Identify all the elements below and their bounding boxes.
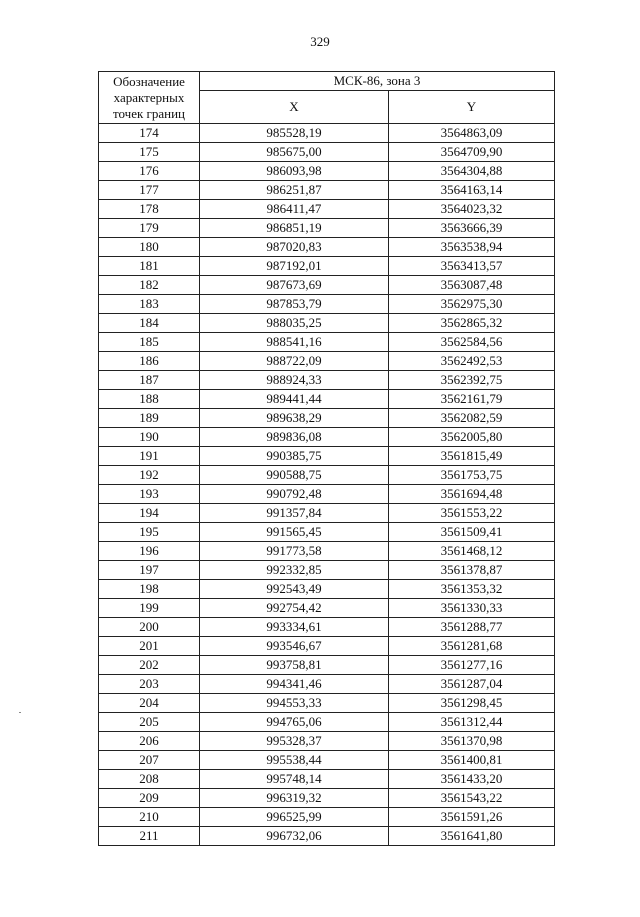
table-row [99, 124, 555, 143]
y-coordinate-cell: 3561353,32 [389, 580, 555, 599]
table-header [99, 72, 555, 124]
point-number-cell: 182 [99, 276, 200, 295]
x-coordinate-cell: 985675,00 [200, 143, 389, 162]
table-row [99, 371, 555, 390]
point-number-cell: 191 [99, 447, 200, 466]
y-coordinate-cell: 3561287,04 [389, 675, 555, 694]
y-coordinate-cell: 3561330,33 [389, 599, 555, 618]
x-coordinate-cell: 995328,37 [200, 732, 389, 751]
table-row [99, 694, 555, 713]
y-coordinate-cell: 3562161,79 [389, 390, 555, 409]
x-coordinate-cell: 994765,06 [200, 713, 389, 732]
y-coordinate-cell: 3563413,57 [389, 257, 555, 276]
x-coordinate-cell: 992543,49 [200, 580, 389, 599]
y-coordinate-cell: 3561468,12 [389, 542, 555, 561]
table-row [99, 618, 555, 637]
header-y: Y [389, 91, 555, 124]
table-row [99, 637, 555, 656]
x-coordinate-cell: 988924,33 [200, 371, 389, 390]
point-number-cell: 209 [99, 789, 200, 808]
point-number-cell: 188 [99, 390, 200, 409]
y-coordinate-cell: 3562865,32 [389, 314, 555, 333]
y-coordinate-cell: 3562975,30 [389, 295, 555, 314]
x-coordinate-cell: 992332,85 [200, 561, 389, 580]
x-coordinate-cell: 986411,47 [200, 200, 389, 219]
y-coordinate-cell: 3561694,48 [389, 485, 555, 504]
y-coordinate-cell: 3561288,77 [389, 618, 555, 637]
x-coordinate-cell: 986851,19 [200, 219, 389, 238]
y-coordinate-cell: 3563666,39 [389, 219, 555, 238]
point-number-cell: 183 [99, 295, 200, 314]
table-row [99, 656, 555, 675]
table-row [99, 770, 555, 789]
header-coordinate-system: МСК-86, зона 3 [200, 72, 555, 91]
point-number-cell: 179 [99, 219, 200, 238]
table-row [99, 466, 555, 485]
y-coordinate-cell: 3564163,14 [389, 181, 555, 200]
x-coordinate-cell: 990385,75 [200, 447, 389, 466]
point-number-cell: 208 [99, 770, 200, 789]
table-row [99, 238, 555, 257]
table-row [99, 675, 555, 694]
y-coordinate-cell: 3561312,44 [389, 713, 555, 732]
y-coordinate-cell: 3561641,80 [389, 827, 555, 846]
table-row [99, 409, 555, 428]
x-coordinate-cell: 989836,08 [200, 428, 389, 447]
point-number-cell: 189 [99, 409, 200, 428]
scan-speck [19, 712, 21, 713]
y-coordinate-cell: 3562584,56 [389, 333, 555, 352]
x-coordinate-cell: 987853,79 [200, 295, 389, 314]
x-coordinate-cell: 986251,87 [200, 181, 389, 200]
y-coordinate-cell: 3564023,32 [389, 200, 555, 219]
x-coordinate-cell: 992754,42 [200, 599, 389, 618]
point-number-cell: 205 [99, 713, 200, 732]
x-coordinate-cell: 990588,75 [200, 466, 389, 485]
table-row [99, 523, 555, 542]
table-row [99, 276, 555, 295]
table-row [99, 295, 555, 314]
x-coordinate-cell: 991565,45 [200, 523, 389, 542]
table-row [99, 314, 555, 333]
point-number-cell: 210 [99, 808, 200, 827]
point-number-cell: 180 [99, 238, 200, 257]
y-coordinate-cell: 3562492,53 [389, 352, 555, 371]
x-coordinate-cell: 990792,48 [200, 485, 389, 504]
point-number-cell: 199 [99, 599, 200, 618]
point-number-cell: 201 [99, 637, 200, 656]
table-row [99, 542, 555, 561]
table-row [99, 219, 555, 238]
x-coordinate-cell: 993758,81 [200, 656, 389, 675]
table-row [99, 352, 555, 371]
point-number-cell: 197 [99, 561, 200, 580]
point-number-cell: 174 [99, 124, 200, 143]
page-number: 329 [310, 34, 330, 49]
y-coordinate-cell: 3561433,20 [389, 770, 555, 789]
x-coordinate-cell: 995538,44 [200, 751, 389, 770]
x-coordinate-cell: 991357,84 [200, 504, 389, 523]
point-number-cell: 193 [99, 485, 200, 504]
point-number-cell: 181 [99, 257, 200, 276]
y-coordinate-cell: 3562005,80 [389, 428, 555, 447]
table-row [99, 732, 555, 751]
point-number-cell: 211 [99, 827, 200, 846]
point-number-cell: 177 [99, 181, 200, 200]
y-coordinate-cell: 3561543,22 [389, 789, 555, 808]
x-coordinate-cell: 996525,99 [200, 808, 389, 827]
table-row [99, 200, 555, 219]
point-number-cell: 190 [99, 428, 200, 447]
x-coordinate-cell: 994553,33 [200, 694, 389, 713]
table-row [99, 162, 555, 181]
y-coordinate-cell: 3564709,90 [389, 143, 555, 162]
coordinates-table [98, 71, 555, 846]
point-number-cell: 202 [99, 656, 200, 675]
table-row [99, 504, 555, 523]
y-coordinate-cell: 3561509,41 [389, 523, 555, 542]
table-row [99, 447, 555, 466]
table-row [99, 143, 555, 162]
point-number-cell: 198 [99, 580, 200, 599]
point-number-cell: 192 [99, 466, 200, 485]
x-coordinate-cell: 988722,09 [200, 352, 389, 371]
y-coordinate-cell: 3561753,75 [389, 466, 555, 485]
point-number-cell: 194 [99, 504, 200, 523]
x-coordinate-cell: 987673,69 [200, 276, 389, 295]
header-point-designation: Обозначение характерных точек границ [99, 72, 200, 124]
y-coordinate-cell: 3562392,75 [389, 371, 555, 390]
x-coordinate-cell: 987020,83 [200, 238, 389, 257]
table-body [99, 124, 555, 846]
table-row [99, 789, 555, 808]
table-row [99, 333, 555, 352]
point-number-cell: 204 [99, 694, 200, 713]
y-coordinate-cell: 3561591,26 [389, 808, 555, 827]
table-row [99, 390, 555, 409]
y-coordinate-cell: 3561370,98 [389, 732, 555, 751]
x-coordinate-cell: 991773,58 [200, 542, 389, 561]
x-coordinate-cell: 993546,67 [200, 637, 389, 656]
x-coordinate-cell: 996319,32 [200, 789, 389, 808]
x-coordinate-cell: 988541,16 [200, 333, 389, 352]
point-number-cell: 206 [99, 732, 200, 751]
point-number-cell: 195 [99, 523, 200, 542]
y-coordinate-cell: 3563087,48 [389, 276, 555, 295]
x-coordinate-cell: 995748,14 [200, 770, 389, 789]
y-coordinate-cell: 3564304,88 [389, 162, 555, 181]
table-row [99, 599, 555, 618]
x-coordinate-cell: 985528,19 [200, 124, 389, 143]
table-row [99, 257, 555, 276]
point-number-cell: 175 [99, 143, 200, 162]
x-coordinate-cell: 996732,06 [200, 827, 389, 846]
point-number-cell: 200 [99, 618, 200, 637]
table-row [99, 485, 555, 504]
point-number-cell: 196 [99, 542, 200, 561]
y-coordinate-cell: 3561281,68 [389, 637, 555, 656]
y-coordinate-cell: 3564863,09 [389, 124, 555, 143]
point-number-cell: 203 [99, 675, 200, 694]
table-row [99, 181, 555, 200]
table-row [99, 751, 555, 770]
y-coordinate-cell: 3561553,22 [389, 504, 555, 523]
y-coordinate-cell: 3561400,81 [389, 751, 555, 770]
point-number-cell: 176 [99, 162, 200, 181]
y-coordinate-cell: 3561298,45 [389, 694, 555, 713]
table-row [99, 808, 555, 827]
y-coordinate-cell: 3563538,94 [389, 238, 555, 257]
x-coordinate-cell: 987192,01 [200, 257, 389, 276]
point-number-cell: 184 [99, 314, 200, 333]
x-coordinate-cell: 989638,29 [200, 409, 389, 428]
x-coordinate-cell: 988035,25 [200, 314, 389, 333]
x-coordinate-cell: 993334,61 [200, 618, 389, 637]
table-row [99, 428, 555, 447]
y-coordinate-cell: 3561277,16 [389, 656, 555, 675]
x-coordinate-cell: 994341,46 [200, 675, 389, 694]
header-x: X [200, 91, 389, 124]
table-row [99, 561, 555, 580]
point-number-cell: 185 [99, 333, 200, 352]
table-row [99, 580, 555, 599]
y-coordinate-cell: 3562082,59 [389, 409, 555, 428]
point-number-cell: 178 [99, 200, 200, 219]
x-coordinate-cell: 989441,44 [200, 390, 389, 409]
point-number-cell: 207 [99, 751, 200, 770]
table-row [99, 827, 555, 846]
table-row [99, 713, 555, 732]
point-number-cell: 187 [99, 371, 200, 390]
x-coordinate-cell: 986093,98 [200, 162, 389, 181]
point-number-cell: 186 [99, 352, 200, 371]
y-coordinate-cell: 3561378,87 [389, 561, 555, 580]
y-coordinate-cell: 3561815,49 [389, 447, 555, 466]
